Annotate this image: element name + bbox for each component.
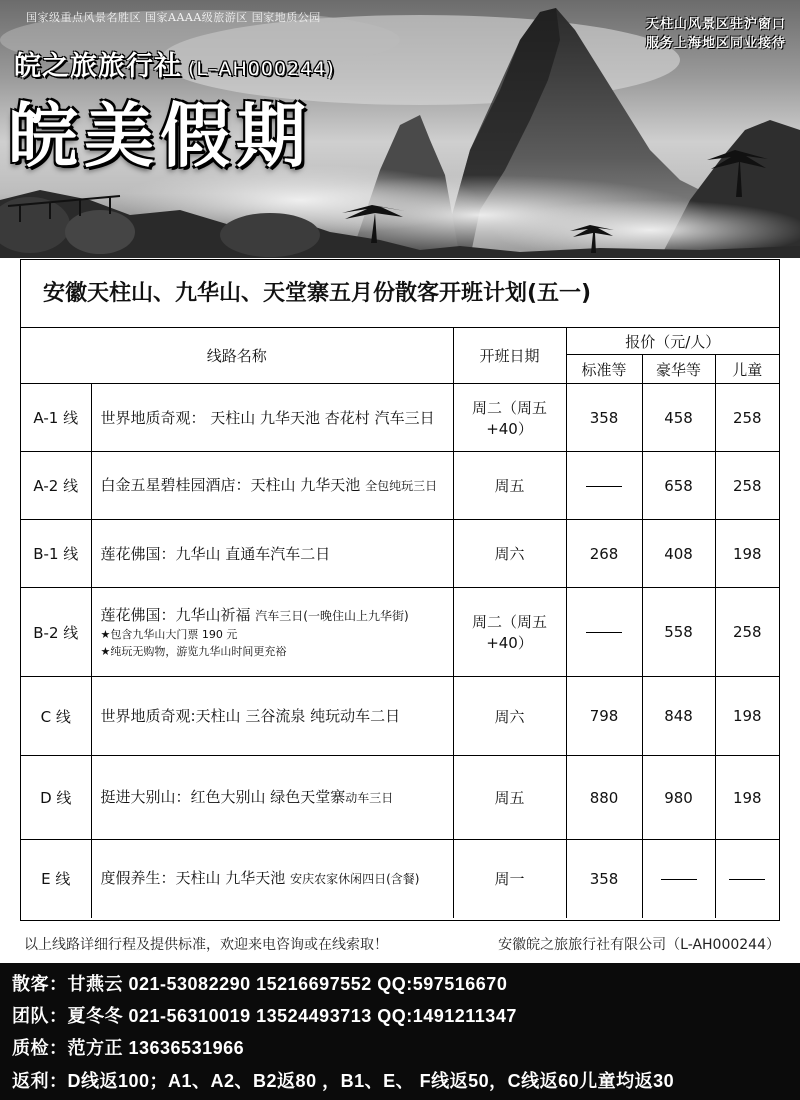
route-date: 周二（周五+40） xyxy=(453,588,566,677)
contact-quality: 质检：范方正 13636531966 xyxy=(12,1038,245,1058)
route-name-text: 世界地质奇观:天柱山 三谷流泉 纯玩动车二日 xyxy=(100,707,401,725)
route-name-text: 度假养生：天柱山 九华天池 xyxy=(100,869,286,888)
contact-group: 团队：夏冬冬 021-56310019 13524493713 QQ:1491211347 xyxy=(12,1006,517,1026)
plan-title: 安徽天柱山、九华山、天堂寨五月份散客开班计划(五一) xyxy=(21,260,779,328)
route-table xyxy=(21,328,779,918)
route-code: A-1 线 xyxy=(21,384,91,452)
route-note-shopping: ★纯玩无购物，游览九华山时间更充裕 xyxy=(100,644,287,658)
price-standard: 798 xyxy=(566,677,642,756)
route-name xyxy=(91,840,453,918)
price-standard xyxy=(566,452,642,520)
agency-license: (L–AH000244) xyxy=(188,58,335,80)
route-date: 周六 xyxy=(453,520,566,588)
route-note-ticket: ★包含九华山大门票 190 元 xyxy=(100,627,238,641)
price-child: 198 xyxy=(715,756,779,840)
table-row xyxy=(21,588,779,677)
footnote xyxy=(24,934,780,954)
route-date: 周二（周五+40） xyxy=(453,384,566,452)
price-standard xyxy=(566,588,642,677)
slogan xyxy=(646,15,786,53)
route-code: B-1 线 xyxy=(21,520,91,588)
route-name-text: 世界地质奇观： 天柱山 九华天池 杏花村 汽车三日 xyxy=(100,408,435,427)
route-date: 周五 xyxy=(453,452,566,520)
price-luxury: 408 xyxy=(642,520,715,588)
price-child: 198 xyxy=(715,677,779,756)
header-banner xyxy=(0,0,800,258)
route-name-suffix: 动车三日 xyxy=(345,791,394,805)
route-name-text: 莲花佛国：九华山 直通车汽车二日 xyxy=(100,544,331,563)
route-date: 周六 xyxy=(453,677,566,756)
price-child: 198 xyxy=(715,520,779,588)
price-luxury: 980 xyxy=(642,756,715,840)
agency-name xyxy=(14,44,335,83)
header-luxury: 豪华等 xyxy=(642,355,715,384)
route-name-suffix: 全包纯玩三日 xyxy=(365,479,438,493)
table-row xyxy=(21,840,779,918)
table-row xyxy=(21,520,779,588)
header-route-name: 线路名称 xyxy=(21,328,453,384)
price-luxury: 848 xyxy=(642,677,715,756)
no-price-dash xyxy=(586,486,622,487)
table-row xyxy=(21,452,779,520)
header-departure: 开班日期 xyxy=(453,328,566,384)
route-name-text: 白金五星碧桂园酒店：天柱山 九华天池 xyxy=(100,476,361,494)
price-standard: 268 xyxy=(566,520,642,588)
route-name-suffix: 安庆农家休闲四日(含餐) xyxy=(290,872,420,887)
price-standard: 358 xyxy=(566,840,642,918)
route-name-text: 莲花佛国：九华山祈福 xyxy=(100,605,251,624)
route-name xyxy=(91,756,453,840)
table-row xyxy=(21,756,779,840)
price-child xyxy=(715,840,779,918)
scenic-credentials: 国家级重点风景名胜区 国家AAAA级旅游区 国家地质公园 xyxy=(26,11,321,24)
slogan-line-2: 服务上海地区同业接待 xyxy=(645,36,786,51)
price-child: 258 xyxy=(715,588,779,677)
route-code: B-2 线 xyxy=(21,588,91,677)
contact-panel xyxy=(0,963,800,1100)
agency-name-text: 皖之旅旅行社 xyxy=(14,51,182,82)
route-name xyxy=(91,588,453,677)
header-standard: 标准等 xyxy=(566,355,642,384)
price-luxury: 558 xyxy=(642,588,715,677)
route-code: D 线 xyxy=(21,756,91,840)
promo-title: 皖美假期 xyxy=(8,95,312,177)
price-luxury xyxy=(642,840,715,918)
price-standard: 358 xyxy=(566,384,642,452)
route-code: E 线 xyxy=(21,840,91,918)
route-name-text: 挺进大别山：红色大别山 绿色天堂寨 xyxy=(100,788,346,806)
header-price: 报价（元/人） xyxy=(566,328,779,355)
route-date: 周一 xyxy=(453,840,566,918)
route-name xyxy=(91,520,453,588)
route-name-suffix: 汽车三日(一晚住山上九华街) xyxy=(255,608,409,623)
route-name xyxy=(91,452,453,520)
slogan-line-1: 天柱山风景区驻沪窗口 xyxy=(645,17,786,32)
table-row xyxy=(21,384,779,452)
header-child: 儿童 xyxy=(715,355,779,384)
route-code: C 线 xyxy=(21,677,91,756)
route-name xyxy=(91,677,453,756)
price-luxury: 458 xyxy=(642,384,715,452)
footnote-company: 安徽皖之旅旅行社有限公司（L-AH000244） xyxy=(498,937,780,953)
route-code: A-2 线 xyxy=(21,452,91,520)
route-date: 周五 xyxy=(453,756,566,840)
price-luxury: 658 xyxy=(642,452,715,520)
no-price-dash xyxy=(586,632,622,633)
route-name xyxy=(91,384,453,452)
contact-individual: 散客：甘燕云 021-53082290 15216697552 QQ:597516670 xyxy=(12,974,508,994)
no-price-dash xyxy=(661,879,697,880)
footnote-inquiry: 以上线路详细行程及提供标准，欢迎来电咨询或在线索取！ xyxy=(24,937,388,953)
no-price-dash xyxy=(729,879,765,880)
rebate-info: 返利：D线返100；A1、A2、B2返80 ，B1、E、 F线返50，C线返60儿童均返30 xyxy=(12,1071,675,1091)
price-standard: 880 xyxy=(566,756,642,840)
schedule-table xyxy=(20,259,780,921)
table-row xyxy=(21,677,779,756)
price-child: 258 xyxy=(715,384,779,452)
price-child: 258 xyxy=(715,452,779,520)
